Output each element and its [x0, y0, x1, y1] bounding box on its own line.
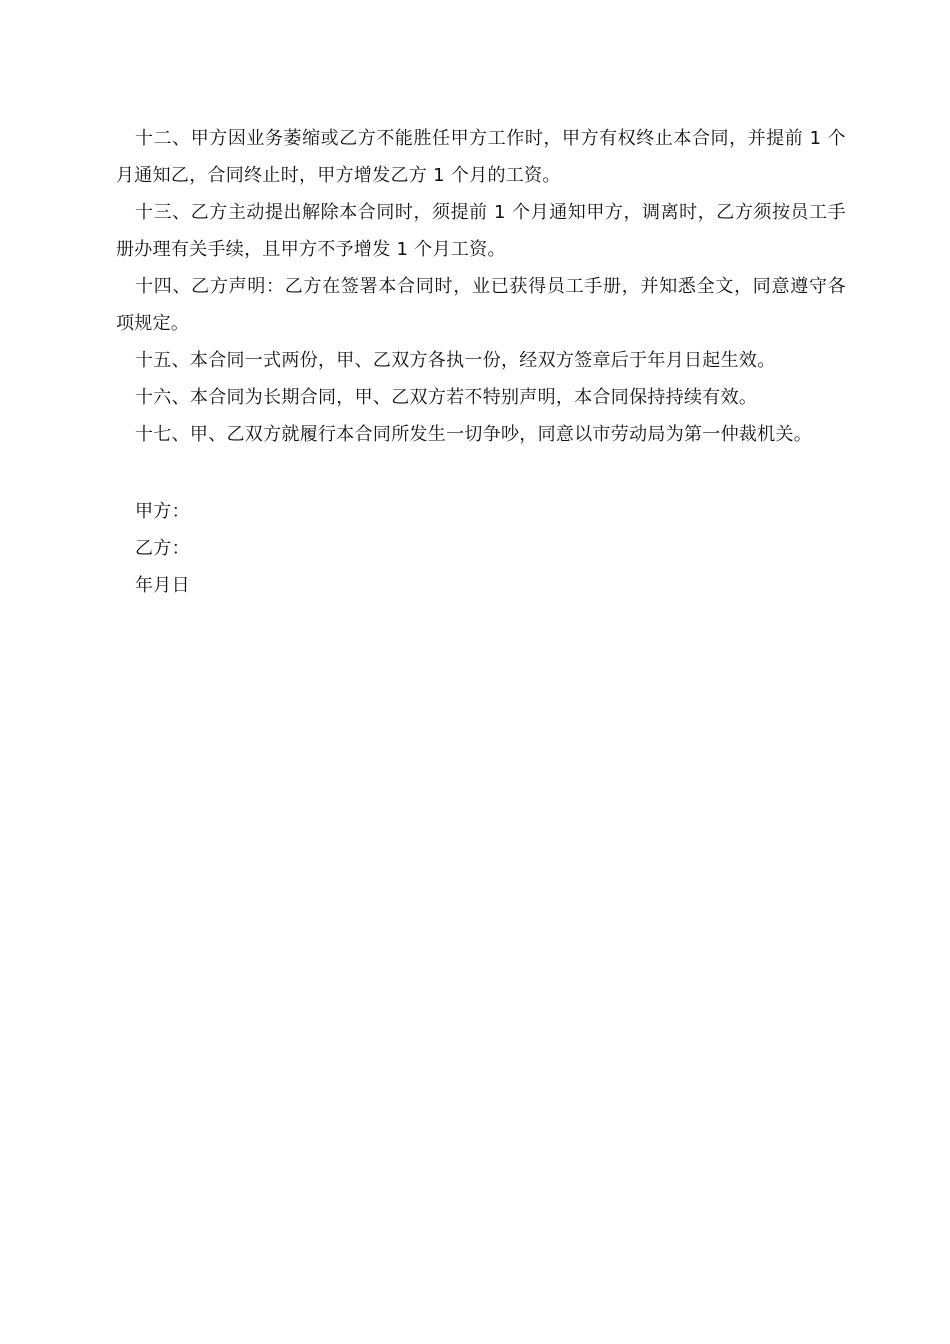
- clause-16: 十六、本合同为长期合同，甲、乙双方若不特别声明，本合同保持持续有效。: [135, 387, 758, 408]
- clause-14: 十四、乙方声明：乙方在签署本合同时，业已获得员工手册，并知悉全文，同意遵守各项规定。: [116, 276, 846, 334]
- clause-13: 十三、乙方主动提出解除本合同时，须提前 1 个月通知甲方，调离时，乙方须按员工手册办理有关手续，且甲方不予增发 1 个月工资。: [116, 202, 846, 260]
- party-a-signature: 甲方：: [135, 501, 190, 522]
- signature-block: [135, 493, 190, 604]
- party-b-signature: 乙方：: [135, 538, 190, 559]
- contract-clauses: [116, 120, 846, 453]
- clause-12: 十二、甲方因业务萎缩或乙方不能胜任甲方工作时，甲方有权终止本合同，并提前 1 个月通知乙，合同终止时，甲方增发乙方 1 个月的工资。: [116, 128, 846, 186]
- signature-date: 年月日: [135, 575, 190, 596]
- clause-17: 十七、甲、乙双方就履行本合同所发生一切争吵，同意以市劳动局为第一仲裁机关。: [135, 424, 813, 445]
- clause-15: 十五、本合同一式两份，甲、乙双方各执一份，经双方签章后于年月日起生效。: [135, 350, 776, 371]
